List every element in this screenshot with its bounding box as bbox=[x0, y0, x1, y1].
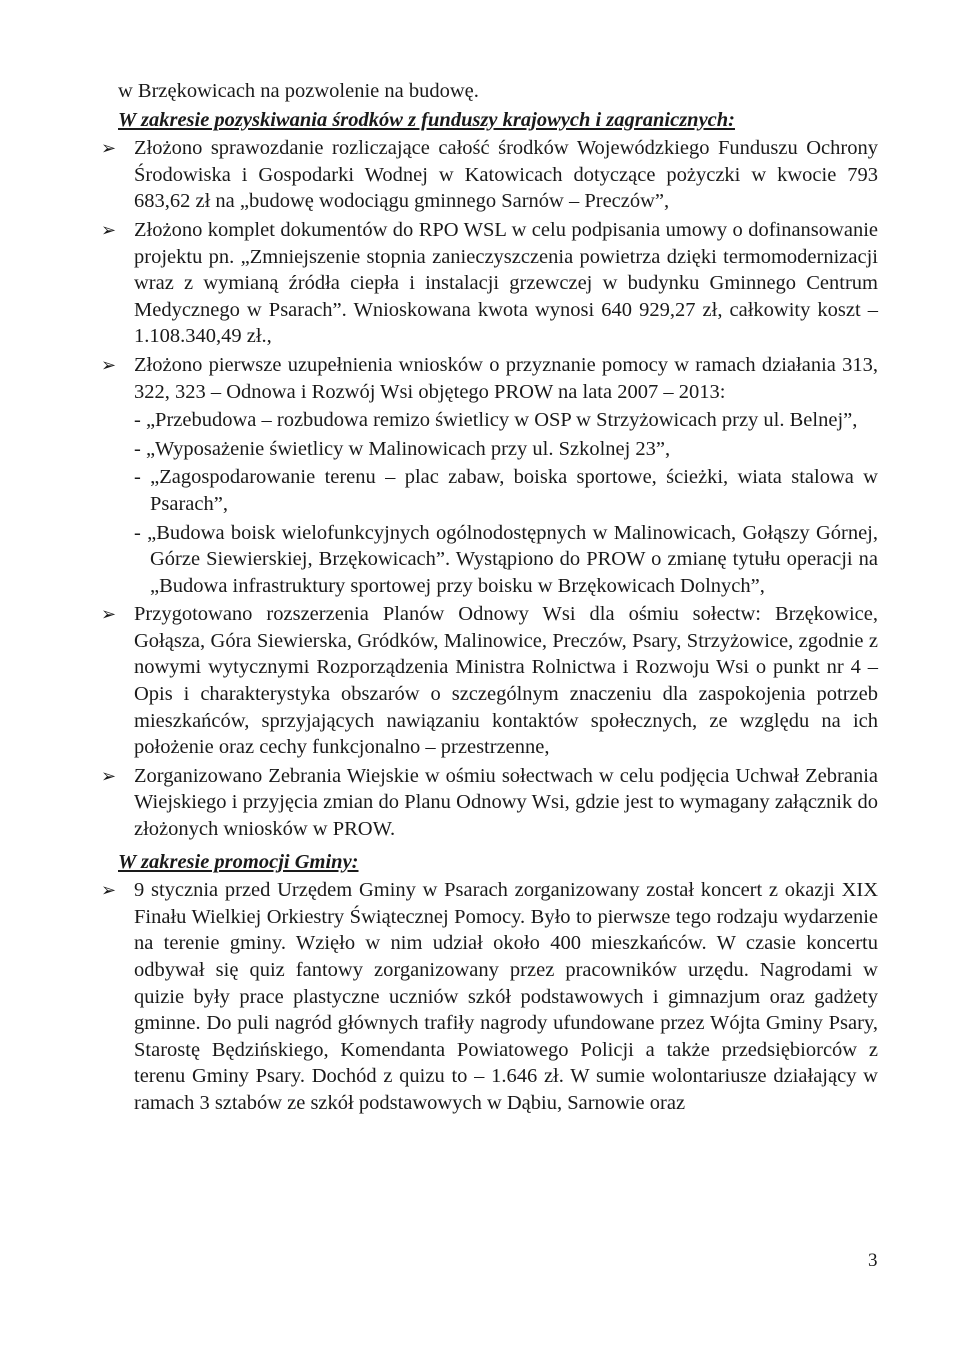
bullet-item bbox=[101, 601, 878, 761]
bullet-text: Zorganizowano Zebrania Wiejskie w ośmiu sołectwach w celu podjęcia Uchwał Zebrania Wiejskiego i przyjęcia zmian do Planu Odnowy Wsi, gdzie jest to wymagany załącznik do złożonych wniosków w PROW. bbox=[134, 764, 878, 841]
document-body bbox=[101, 78, 878, 1119]
arrow-bullet-icon: ➢ bbox=[101, 604, 117, 625]
sub-item: - „Wyposażenie świetlicy w Malinowicach przy ul. Szkolnej 23”, bbox=[134, 437, 671, 460]
arrow-bullet-icon: ➢ bbox=[101, 354, 117, 375]
sub-item: - „Zagospodarowanie terenu – plac zabaw, boiska sportowe, ścieżki, wiata stalowa w Psarach”, bbox=[134, 466, 878, 515]
arrow-bullet-icon: ➢ bbox=[101, 880, 117, 901]
bullet-item bbox=[101, 135, 878, 215]
bullet-item bbox=[101, 217, 878, 350]
bullet-text: 9 stycznia przed Urzędem Gminy w Psarach zorganizowany został koncert z okazji XIX Finału Wielkiej Orkiestry Świątecznej Pomocy. Było to pierwsze tego rodzaju wydarzenie na terenie gminy. Wzięło w nim udział około 400 mieszkańców. W czasie koncertu odbywał się quiz fantowy zorganizowany przez pracowników urzędu. Nagrodami w quizie były prace plastyczne uczniów szkół podstawowych i gimnazjum oraz gadżety gminne. Do puli nagród głównych trafiły nagrody ufundowane przez Wójta Gminy Psary, Starostę Będzińskiego, Komendanta Powiatowego Policji a także przedsiębiorców z terenu Gminy Psary. Dochód z quizu to – 1.646 zł. W sumie wolontariusze działający w ramach 3 sztabów ze szkół podstawowych w Dąbiu, Sarnowie oraz bbox=[134, 879, 878, 1114]
bullet-text: Złożono pierwsze uzupełnienia wniosków o przyznanie pomocy w ramach działania 313, 322, 323 – Odnowa i Rozwój Wsi objętego PROW na lata 2007 – 2013: bbox=[134, 353, 878, 403]
bullet-item bbox=[101, 877, 878, 1116]
sub-item: - „Budowa boisk wielofunkcyjnych ogólnodostępnych w Malinowicach, Gołąszy Górnej, Górze Siewierskiej, Brzękowicach”. Wystąpiono do PROW o zmianę tytułu operacji na „Budowa infrastruktury sportowej przy boisku w Brzękowicach Dolnych”, bbox=[134, 521, 878, 597]
arrow-bullet-icon: ➢ bbox=[101, 765, 117, 786]
bullet-text: Przygotowano rozszerzenia Planów Odnowy Wsi dla ośmiu sołectw: Brzękowice, Gołąsza, Góra Siewierska, Gródków, Malinowice, Preczów, Psary, Strzyżowice, zgodnie z nowymi wytycznymi Rozporządzenia Ministra Rolnictwa i Rozwoju Wsi o punkt nr 4 – Opis i charakterystyka obszarów o szczególnym znaczeniu dla zaspokojenia potrzeb mieszkańców, sprzyjających nawiązaniu kontaktów społecznych, ze względu na ich położenie oraz cechy funkcjonalno – przestrzenne, bbox=[134, 603, 878, 759]
sub-item: - „Przebudowa – rozbudowa remizo świetlicy w OSP w Strzyżowicach przy ul. Belnej”, bbox=[134, 409, 858, 432]
bullet-item bbox=[101, 763, 878, 843]
bullet-text: Złożono komplet dokumentów do RPO WSL w celu podpisania umowy o dofinansowanie projektu pn. „Zmniejszenie stopnia zanieczyszczenia powietrza dzięki termomodernizacji wraz z wymianą źródła ciepła i instalacji grzewczej w budynku Gminnego Centrum Medycznego w Psarach”. Wnioskowana kwota wynosi 640 929,27 zł, całkowity koszt – 1.108.340,49 zł., bbox=[134, 218, 878, 348]
bullet-item bbox=[101, 352, 878, 405]
arrow-bullet-icon: ➢ bbox=[101, 219, 117, 240]
section-heading-funds: W zakresie pozyskiwania środków z funduszy krajowych i zagranicznych: bbox=[118, 108, 735, 131]
section-heading-promotion: W zakresie promocji Gminy: bbox=[118, 850, 359, 873]
bullet-text: Złożono sprawozdanie rozliczające całość środków Wojewódzkiego Funduszu Ochrony Środowiska i Gospodarki Wodnej w Katowicach dotyczące pożyczki w kwocie 793 683,62 zł na „budowę wodociągu gminnego Sarnów – Preczów”, bbox=[134, 137, 878, 213]
intro-line: w Brzękowicach na pozwolenie na budowę. bbox=[118, 80, 479, 102]
arrow-bullet-icon: ➢ bbox=[101, 138, 117, 159]
page-number: 3 bbox=[868, 1250, 878, 1271]
